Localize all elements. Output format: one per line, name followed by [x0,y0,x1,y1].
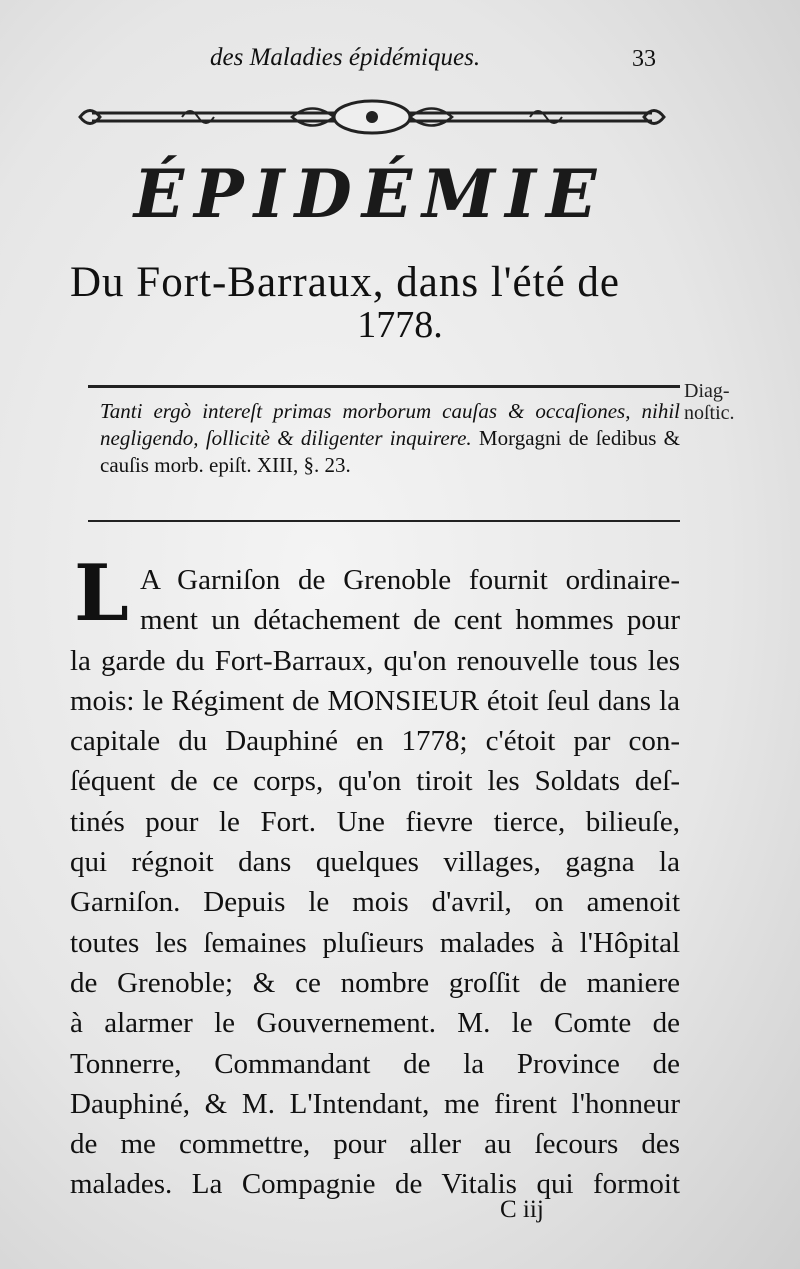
body-line: tinés pour le Fort. Une fievre tierce, bilieuſe, [70,805,680,838]
margin-note-line: Diag- [684,380,730,402]
chapter-title: ÉPIDÉMIE [133,155,607,233]
margin-note-line: noſtic. [684,402,735,424]
body-line: Garniſon. Depuis le mois d'avril, on amenoit [70,886,680,919]
body-line: toutes les ſemaines pluſieurs malades à l'Hôpital [70,926,680,959]
epigraph [100,398,680,479]
epigraph-latin: Tanti ergò intereſt primas morborum cauſas & occaſiones, nihil negligendo, ſollicitè & diligenter inquirere. [100,399,680,450]
page-number: 33 [632,46,656,72]
body-line: qui régnoit dans quelques villages, gagna la [70,846,680,879]
body-line: A Garniſon de Grenoble fournit ordinaire- [140,564,680,596]
body-line: capitale du Dauphiné en 1778; c'étoit par con- [70,725,680,758]
drop-capital: L [74,548,129,639]
body-line: mois: le Régiment de MONSIEUR étoit ſeul dans la [70,684,680,717]
body-line: de me commettre, pour aller au ſecours des [70,1128,680,1161]
body-line: de Grenoble; & ce nombre groſſit de maniere [70,966,680,999]
chapter-year: 1778. [357,304,443,346]
body-line: à alarmer le Gouvernement. M. le Comte de [70,1007,680,1040]
body-line: la garde du Fort-Barraux, qu'on renouvelle tous les [70,644,680,677]
body-line: malades. La Compagnie de Vitalis qui formoit [70,1168,680,1201]
signature-mark: C iij [500,1196,544,1223]
epigraph-citation: Morgagni de ſedibus & cauſis morb. epiſt. XIII, §. 23. [100,426,680,477]
chapter-subtitle: Du Fort-Barraux, dans l'été de [70,259,621,306]
body-text [70,548,680,1205]
margin-note [684,380,735,424]
body-line: Dauphiné, & M. L'Intendant, me firent l'honneur [70,1087,680,1120]
bottom-rule [88,520,680,522]
top-rule [88,385,680,388]
body-line: ment un détachement de cent hommes pour [140,604,680,637]
ornament-band-icon [72,96,672,138]
body-line: Tonnerre, Commandant de la Province de [70,1047,680,1080]
running-head: des Maladies épidémiques. [210,44,481,71]
body-line: ſéquent de ce corps, qu'on tiroit les Soldats deſ- [70,765,680,798]
